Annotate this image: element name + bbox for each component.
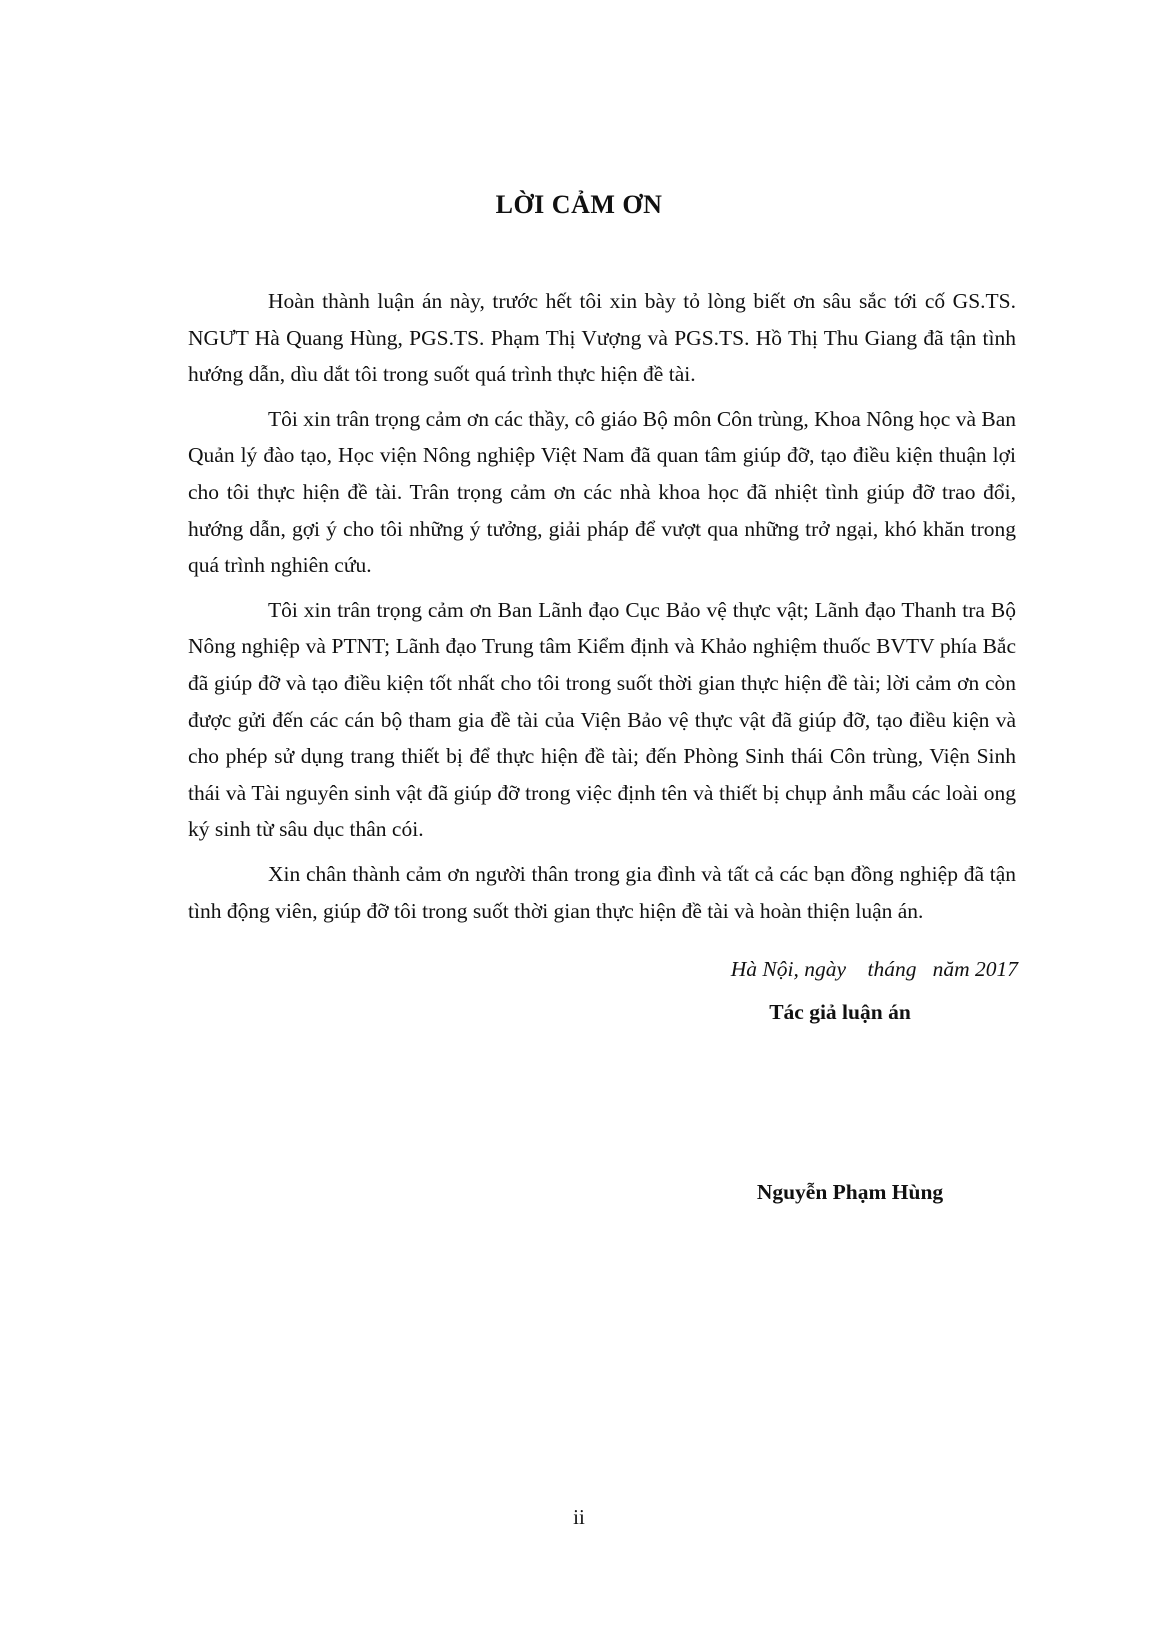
author-name: Nguyễn Phạm Hùng	[756, 1180, 944, 1204]
date-line: Hà Nội, ngày tháng năm 2017	[730, 957, 1018, 981]
paragraph-2: Tôi xin trân trọng cảm ơn các thầy, cô giáo Bộ môn Côn trùng, Khoa Nông học và Ban Quản lý đào tạo, Học viện Nông nghiệp Việt Nam đã quan tâm giúp đỡ, tạo điều kiện thuận lợi cho tôi thực hiện đề tài. Trân trọng cảm ơn các nhà khoa học đã nhiệt tình giúp đỡ trao đổi, hướng dẫn, gợi ý cho tôi những ý tưởng, giải pháp để vượt qua những trở ngại, khó khăn trong quá trình nghiên cứu.	[188, 406, 1016, 578]
paragraph-4: Xin chân thành cảm ơn người thân trong gia đình và tất cả các bạn đồng nghiệp đã tận tình động viên, giúp đỡ tôi trong suốt thời gian thực hiện đề tài và hoàn thiện luận án.	[188, 861, 1016, 923]
page-number: ii	[573, 1505, 585, 1529]
paragraph-1: Hoàn thành luận án này, trước hết tôi xin bày tỏ lòng biết ơn sâu sắc tới cố GS.TS. NGƯT Hà Quang Hùng, PGS.TS. Phạm Thị Vượng và PGS.TS. Hồ Thị Thu Giang đã tận tình hướng dẫn, dìu dắt tôi trong suốt quá trình thực hiện đề tài.	[188, 289, 1016, 387]
paragraph-3: Tôi xin trân trọng cảm ơn Ban Lãnh đạo Cục Bảo vệ thực vật; Lãnh đạo Thanh tra Bộ Nông nghiệp và PTNT; Lãnh đạo Trung tâm Kiểm định và Khảo nghiệm thuốc BVTV phía Bắc đã giúp đỡ và tạo điều kiện tốt nhất cho tôi trong suốt thời gian thực hiện đề tài; lời cảm ơn còn được gửi đến các cán bộ tham gia đề tài của Viện Bảo vệ thực vật đã giúp đỡ, tạo điều kiện và cho phép sử dụng trang thiết bị để thực hiện đề tài; đến Phòng Sinh thái Côn trùng, Viện Sinh thái và Tài nguyên sinh vật đã giúp đỡ trong việc định tên và thiết bị chụp ảnh mẫu các loài ong ký sinh từ sâu dục thân cói.	[188, 597, 1016, 842]
acknowledgement-body	[188, 283, 1016, 937]
page-title: LỜI CẢM ƠN	[495, 190, 663, 219]
author-label: Tác giả luận án	[769, 1000, 911, 1024]
